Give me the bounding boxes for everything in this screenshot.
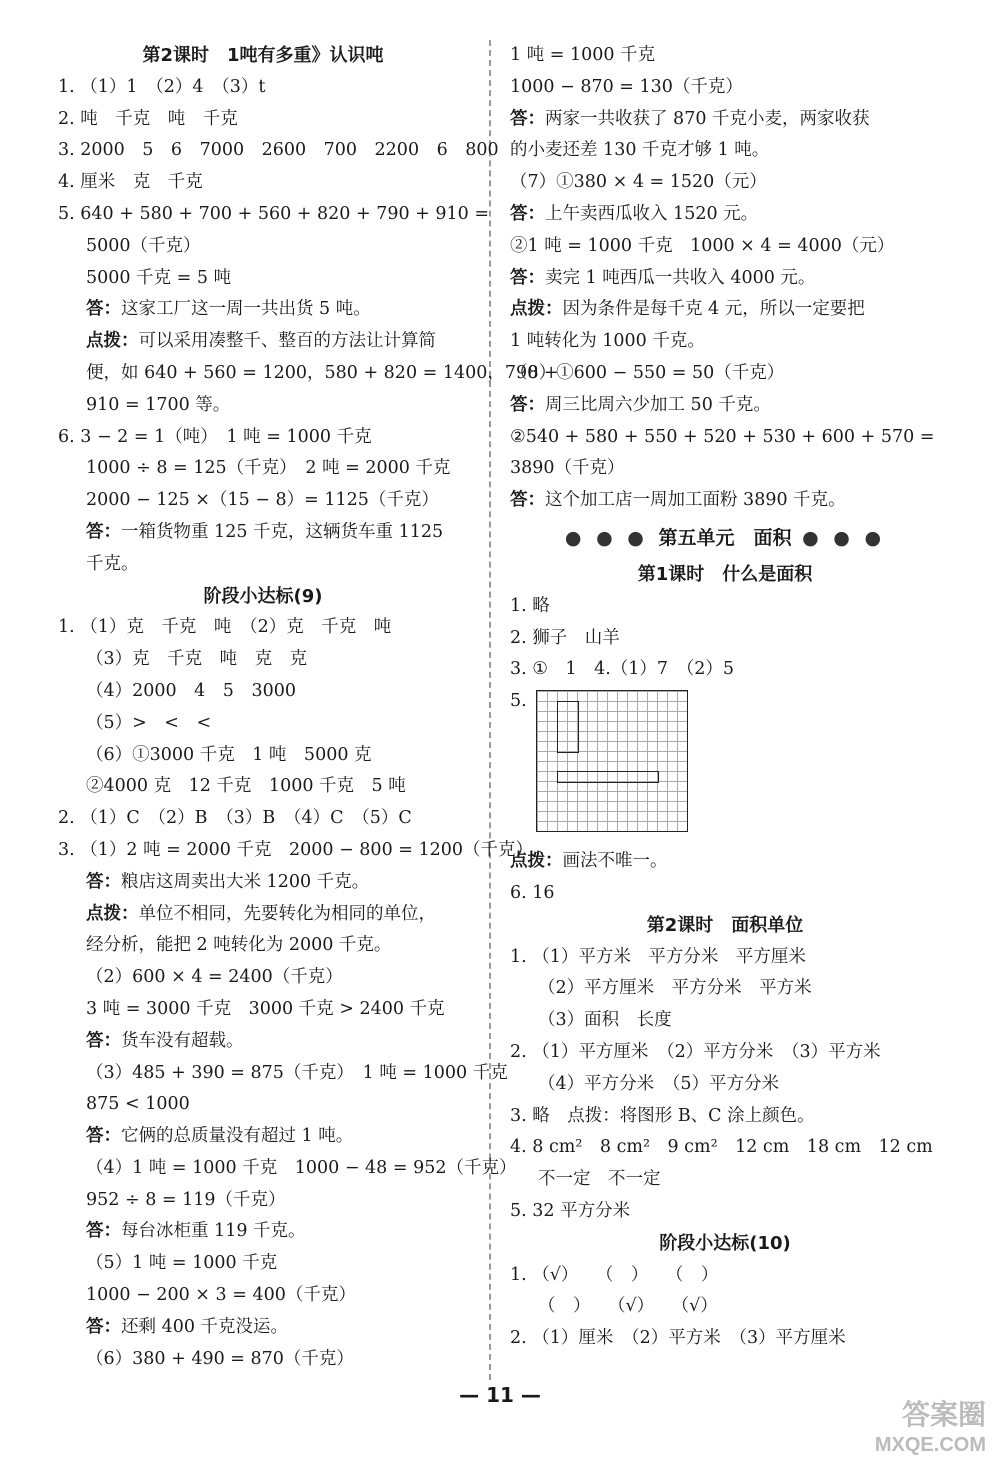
- text-line: 2. （1）C （2）B （3）B （4）C （5）C: [58, 808, 412, 829]
- text-line: ②540 + 580 + 550 + 520 + 530 + 600 + 570 =: [510, 426, 935, 447]
- text-line: 3 吨 = 3000 千克 3000 千克 > 2400 千克: [86, 998, 445, 1019]
- answer-line: [510, 199, 940, 231]
- section-heading: 阶段小达标(10): [659, 1232, 791, 1254]
- answer-label: 答：: [510, 267, 545, 288]
- text-line: （ ） （√） （√）: [538, 1296, 718, 1317]
- dots-decoration: ● ● ●: [564, 526, 659, 549]
- text-line: 2. （1）厘米 （2）平方米 （3）平方厘米: [510, 1328, 846, 1349]
- text-line: （7）①380 × 4 = 1520（元）: [510, 172, 767, 193]
- answer-label: 答：: [510, 203, 545, 224]
- text-line: 3. ① 1 4.（1）7 （2）5: [510, 659, 735, 680]
- answer-label: 答：: [510, 490, 545, 511]
- text-line: 1000 ÷ 8 = 125（千克） 2 吨 = 2000 千克: [86, 458, 451, 479]
- answer-label: 答：: [86, 871, 121, 892]
- text-line: 2. 吨 千克 吨 千克: [58, 108, 238, 129]
- text-line: 5. 640 + 580 + 700 + 560 + 820 + 790 + 910 =: [58, 203, 490, 224]
- text-line: ②1 吨 = 1000 千克 1000 × 4 = 4000（元）: [510, 235, 895, 256]
- answer-label: 答：: [86, 1030, 121, 1051]
- watermark-logo: [875, 1400, 986, 1460]
- text-line: （4）平方分米 （5）平方分米: [538, 1073, 780, 1094]
- answer-text: 这家工厂这一周一共出货 5 吨。: [121, 299, 371, 320]
- text-line: 的小麦还差 130 千克才够 1 吨。: [510, 140, 770, 161]
- text-line: 1000 − 870 = 130（千克）: [510, 76, 743, 97]
- text-line: 不一定 不一定: [538, 1169, 661, 1190]
- text-line: 875 < 1000: [86, 1094, 190, 1115]
- text-line: 2. （1）平方厘米 （2）平方分米 （3）平方米: [510, 1041, 881, 1062]
- answer-line: [58, 517, 468, 549]
- page-number: — 11 —: [459, 1383, 541, 1407]
- watermark-text: 答案圈: [901, 1399, 986, 1430]
- answer-label: 答：: [510, 108, 545, 129]
- answer-text: 画法不唯一。: [562, 851, 668, 872]
- text-line: （2）平方厘米 平方分米 平方米: [538, 978, 812, 999]
- text-line: 1 吨 = 1000 千克: [510, 45, 656, 65]
- answer-text: 单位不相同，先要转化为相同的单位，: [138, 903, 436, 924]
- answer-label: 点拨：: [510, 299, 563, 320]
- text-line: 3890（千克）: [510, 458, 625, 479]
- text-line: （8）①600 − 550 = 50（千克）: [510, 362, 785, 383]
- text-line: 5. 32 平方分米: [510, 1200, 631, 1221]
- section-heading: 第1课时 什么是面积: [637, 563, 813, 585]
- answer-label: 答：: [510, 394, 545, 415]
- text-line: 952 ÷ 8 = 119（千克）: [86, 1189, 286, 1210]
- text-line: 1. （1）1 （2）4 （3）t: [58, 76, 266, 97]
- text-line: 5000（千克）: [86, 235, 201, 256]
- answer-line: [510, 485, 940, 517]
- text-line: 1000 − 200 × 3 = 400（千克）: [86, 1285, 356, 1306]
- answer-line: [510, 263, 940, 295]
- answer-text: 一箱货物重 125 千克，这辆货车重 1125: [121, 521, 444, 542]
- answer-text: 因为条件是每千克 4 元，所以一定要把: [562, 299, 865, 320]
- answer-line: [58, 294, 468, 326]
- dot-grid: [536, 690, 688, 832]
- text-line: （5）1 吨 = 1000 千克: [86, 1253, 278, 1274]
- answer-text: 货车没有超载。: [121, 1030, 244, 1051]
- answer-line: [510, 390, 940, 422]
- answer-line: [58, 1026, 468, 1058]
- answer-text: 可以采用凑整千、整百的方法让计算简: [138, 331, 436, 352]
- answer-label: 答：: [86, 1316, 121, 1337]
- horizontal-rectangle: [557, 771, 659, 783]
- text-line: 2. 狮子 山羊: [510, 627, 620, 648]
- text-line: 千克。: [86, 553, 139, 574]
- section-heading: 第2课时 1吨有多重》认识吨: [142, 45, 384, 66]
- answer-text: 这个加工店一周加工面粉 3890 千克。: [545, 490, 846, 511]
- answer-label: 答：: [86, 1221, 121, 1242]
- answer-label: 点拨：: [510, 851, 563, 872]
- text-line: （4）2000 4 5 3000: [86, 680, 296, 701]
- text-line: 3. 略 点拨：将图形 B、C 涂上颜色。: [510, 1105, 815, 1126]
- answer-line: [58, 326, 468, 358]
- right-column: [510, 40, 940, 1355]
- answer-text: 还剩 400 千克没运。: [121, 1316, 289, 1337]
- dots-decoration: ● ● ●: [791, 526, 886, 549]
- text-line: （3）485 + 390 = 875（千克） 1 吨 = 1000 千克: [86, 1062, 508, 1083]
- answer-line: [510, 846, 940, 878]
- answer-line: [58, 1121, 468, 1153]
- text-line: （3）克 千克 吨 克 克: [86, 649, 308, 670]
- text-line: 6. 3 − 2 = 1（吨） 1 吨 = 1000 千克: [58, 426, 372, 447]
- unit-title: 第五单元 面积: [658, 526, 792, 549]
- text-line: 1. （1）平方米 平方分米 平方厘米: [510, 946, 806, 967]
- text-line: 3. （1）2 吨 = 2000 千克 2000 − 800 = 1200（千克）: [58, 839, 534, 860]
- text-line: 1 吨转化为 1000 千克。: [510, 331, 705, 352]
- text-line: ②4000 克 12 千克 1000 千克 5 吨: [86, 776, 406, 797]
- unit-heading: [510, 517, 940, 559]
- text-line: （5）> < <: [86, 712, 212, 733]
- text-line: 经分析，能把 2 吨转化为 2000 千克。: [86, 935, 392, 956]
- text-line: 2000 − 125 ×（15 − 8）= 1125（千克）: [86, 490, 439, 511]
- text-line: 便，如 640 + 560 = 1200，580 + 820 = 1400，790 +: [86, 362, 559, 383]
- answer-line: [58, 899, 468, 931]
- text-line: （6）380 + 490 = 870（千克）: [86, 1348, 354, 1369]
- text-line: （3）面积 长度: [538, 1010, 672, 1031]
- text-line: 6. 16: [510, 882, 555, 903]
- answer-label: 答：: [86, 299, 121, 320]
- section-heading: 第2课时 面积单位: [646, 914, 804, 936]
- text-line: 5000 千克 = 5 吨: [86, 267, 232, 288]
- text-line: （2）600 × 4 = 2400（千克）: [86, 967, 343, 988]
- text-line: （6）①3000 千克 1 吨 5000 克: [86, 744, 372, 765]
- text-line: 910 = 1700 等。: [86, 394, 231, 415]
- answer-text: 两家一共收获了 870 千克小麦，两家收获: [545, 108, 870, 129]
- answer-text: 每台冰柜重 119 千克。: [121, 1221, 306, 1242]
- text-line: 4. 厘米 克 千克: [58, 172, 203, 193]
- text-line: 1. （√） （ ） （ ）: [510, 1264, 719, 1285]
- text-line: 4. 8 cm² 8 cm² 9 cm² 12 cm 18 cm 12 cm: [510, 1137, 933, 1158]
- watermark-url: MXQE.COM: [874, 1434, 986, 1456]
- question-number: 5.: [510, 691, 527, 712]
- text-line: 3. 2000 5 6 7000 2600 700 2200 6 800: [58, 140, 499, 161]
- answer-text: 周三比周六少加工 50 千克。: [545, 394, 771, 415]
- answer-label: 答：: [86, 521, 121, 542]
- answer-label: 点拨：: [86, 331, 139, 352]
- answer-label: 点拨：: [86, 903, 139, 924]
- answer-line: [58, 1216, 468, 1248]
- answer-text: 卖完 1 吨西瓜一共收入 4000 元。: [545, 267, 816, 288]
- answer-text: 粮店这周卖出大米 1200 千克。: [121, 871, 370, 892]
- section-heading: 阶段小达标(9): [203, 585, 323, 607]
- text-line: 1. 略: [510, 595, 550, 616]
- vertical-rectangle: [557, 701, 579, 753]
- answer-text: 上午卖西瓜收入 1520 元。: [545, 203, 759, 224]
- answer-text: 它俩的总质量没有超过 1 吨。: [121, 1126, 354, 1147]
- text-line: （4）1 吨 = 1000 千克 1000 − 48 = 952（千克）: [86, 1157, 517, 1178]
- answer-line: [510, 104, 940, 136]
- answer-label: 答：: [86, 1126, 121, 1147]
- answer-line: [58, 867, 468, 899]
- answer-line: [510, 294, 940, 326]
- text-line: 1. （1）克 千克 吨 （2）克 千克 吨: [58, 617, 392, 638]
- answer-line: [58, 1312, 468, 1344]
- grid-figure: [510, 686, 940, 846]
